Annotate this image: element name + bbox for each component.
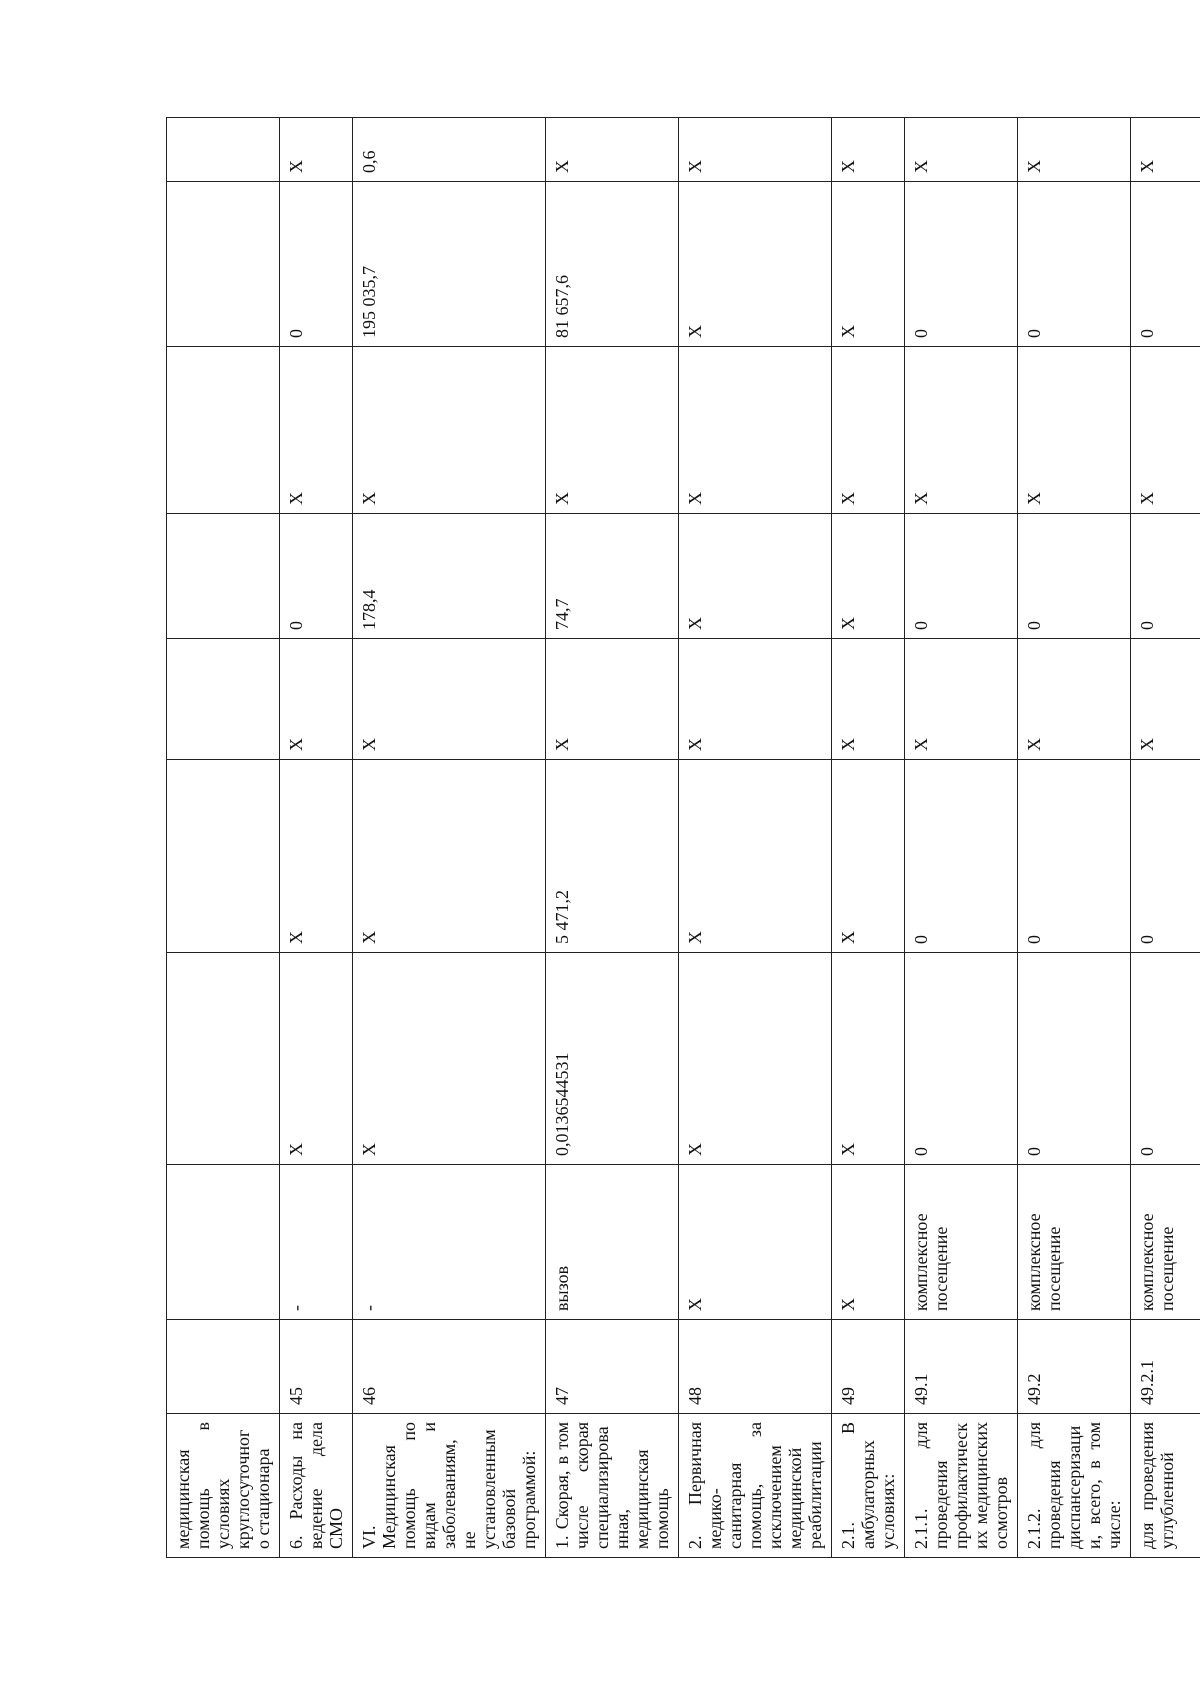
blank-cell: X — [546, 347, 679, 514]
row-number-cell: 48 — [679, 1320, 832, 1414]
finance-total-cell: 0 — [1131, 182, 1200, 347]
finance-per-capita-cell: 74,7 — [546, 514, 679, 639]
blank-cell: X — [280, 639, 353, 760]
share-cell: 0,6 — [353, 118, 546, 182]
row-number-cell: 49.2.1 — [1131, 1320, 1200, 1414]
volume-cell: 0 — [1018, 953, 1131, 1165]
blank-cell: X — [353, 639, 546, 760]
finance-per-capita-cell: 0 — [905, 514, 1018, 639]
cost-cell: X — [353, 760, 546, 953]
finance-per-capita-cell: X — [679, 514, 832, 639]
row-number-cell: 46 — [353, 1320, 546, 1414]
finance-per-capita-cell: 0 — [1018, 514, 1131, 639]
finance-total-cell: 0 — [1018, 182, 1131, 347]
volume-cell: 0,0136544531 — [546, 953, 679, 1165]
row-name-cell: 2.1. В амбулаторных условиях: — [832, 1414, 905, 1558]
cost-cell: X — [280, 760, 353, 953]
unit-cell: - — [353, 1165, 546, 1320]
cost-cell: X — [679, 760, 832, 953]
finance-per-capita-cell — [167, 514, 280, 639]
table-row — [1131, 118, 1200, 1558]
finance-total-cell: 0 — [280, 182, 353, 347]
volume-cell: X — [353, 953, 546, 1165]
row-name-cell: 2. Первичная медико-санитарная помощь, за исключением медицинской реабилитации — [679, 1414, 832, 1558]
table-row — [353, 118, 546, 1558]
finance-per-capita-cell: X — [832, 514, 905, 639]
table-row — [167, 118, 280, 1558]
finance-table — [166, 117, 1200, 1558]
cost-cell: 5 471,2 — [546, 760, 679, 953]
volume-cell: X — [832, 953, 905, 1165]
table-row — [679, 118, 832, 1558]
blank-cell — [167, 347, 280, 514]
unit-cell: комплексное посещение — [1131, 1165, 1200, 1320]
volume-cell: X — [280, 953, 353, 1165]
unit-cell: X — [832, 1165, 905, 1320]
share-cell — [167, 118, 280, 182]
row-name-cell: 2.1.2. для проведения диспансеризации, всего, в том числе: — [1018, 1414, 1131, 1558]
finance-total-cell: X — [832, 182, 905, 347]
row-name-cell: медицинская помощь в условиях круглосуточного стационара — [167, 1414, 280, 1558]
row-number-cell: 49 — [832, 1320, 905, 1414]
volume-cell: X — [679, 953, 832, 1165]
row-number-cell — [167, 1320, 280, 1414]
finance-total-cell: 81 657,6 — [546, 182, 679, 347]
blank-cell: X — [280, 347, 353, 514]
unit-cell: - — [280, 1165, 353, 1320]
row-name-cell: VI. Медицинская помощь по видам и заболеваниям, не установленным базовой программой: — [353, 1414, 546, 1558]
cost-cell — [167, 760, 280, 953]
unit-cell: комплексное посещение — [1018, 1165, 1131, 1320]
share-cell: X — [905, 118, 1018, 182]
share-cell: X — [832, 118, 905, 182]
finance-per-capita-cell: 0 — [280, 514, 353, 639]
unit-cell: X — [679, 1165, 832, 1320]
finance-total-cell — [167, 182, 280, 347]
table-row — [905, 118, 1018, 1558]
blank-cell: X — [353, 347, 546, 514]
blank-cell: X — [905, 347, 1018, 514]
row-name-cell: 6. Расходы на ведение дела СМО — [280, 1414, 353, 1558]
unit-cell: комплексное посещение — [905, 1165, 1018, 1320]
row-name-cell: для проведения углубленной — [1131, 1414, 1200, 1558]
share-cell: X — [280, 118, 353, 182]
row-name-cell: 2.1.1. для проведения профилактических медицинских осмотров — [905, 1414, 1018, 1558]
share-cell: X — [546, 118, 679, 182]
cost-cell: 0 — [905, 760, 1018, 953]
blank-cell: X — [1018, 639, 1131, 760]
cost-cell: 0 — [1018, 760, 1131, 953]
finance-total-cell: 195 035,7 — [353, 182, 546, 347]
blank-cell: X — [1131, 639, 1200, 760]
blank-cell: X — [679, 639, 832, 760]
share-cell: X — [1131, 118, 1200, 182]
blank-cell: X — [1131, 347, 1200, 514]
blank-cell: X — [679, 347, 832, 514]
row-number-cell: 49.1 — [905, 1320, 1018, 1414]
row-name-cell: 1. Скорая, в том числе скорая специализированная, медицинская помощь — [546, 1414, 679, 1558]
blank-cell: X — [905, 639, 1018, 760]
cost-cell: X — [832, 760, 905, 953]
blank-cell: X — [832, 347, 905, 514]
blank-cell — [167, 639, 280, 760]
finance-per-capita-cell: 0 — [1131, 514, 1200, 639]
blank-cell: X — [546, 639, 679, 760]
volume-cell: 0 — [1131, 953, 1200, 1165]
finance-total-cell: 0 — [905, 182, 1018, 347]
finance-per-capita-cell: 178,4 — [353, 514, 546, 639]
volume-cell: 0 — [905, 953, 1018, 1165]
share-cell: X — [1018, 118, 1131, 182]
unit-cell — [167, 1165, 280, 1320]
row-number-cell: 45 — [280, 1320, 353, 1414]
table-row — [280, 118, 353, 1558]
table-row — [546, 118, 679, 1558]
finance-total-cell: X — [679, 182, 832, 347]
unit-cell: вызов — [546, 1165, 679, 1320]
table-row — [832, 118, 905, 1558]
share-cell: X — [679, 118, 832, 182]
blank-cell: X — [832, 639, 905, 760]
row-number-cell: 49.2 — [1018, 1320, 1131, 1414]
rotated-table-frame — [166, 118, 1177, 1558]
blank-cell: X — [1018, 347, 1131, 514]
volume-cell — [167, 953, 280, 1165]
table-row — [1018, 118, 1131, 1558]
row-number-cell: 47 — [546, 1320, 679, 1414]
cost-cell: 0 — [1131, 760, 1200, 953]
